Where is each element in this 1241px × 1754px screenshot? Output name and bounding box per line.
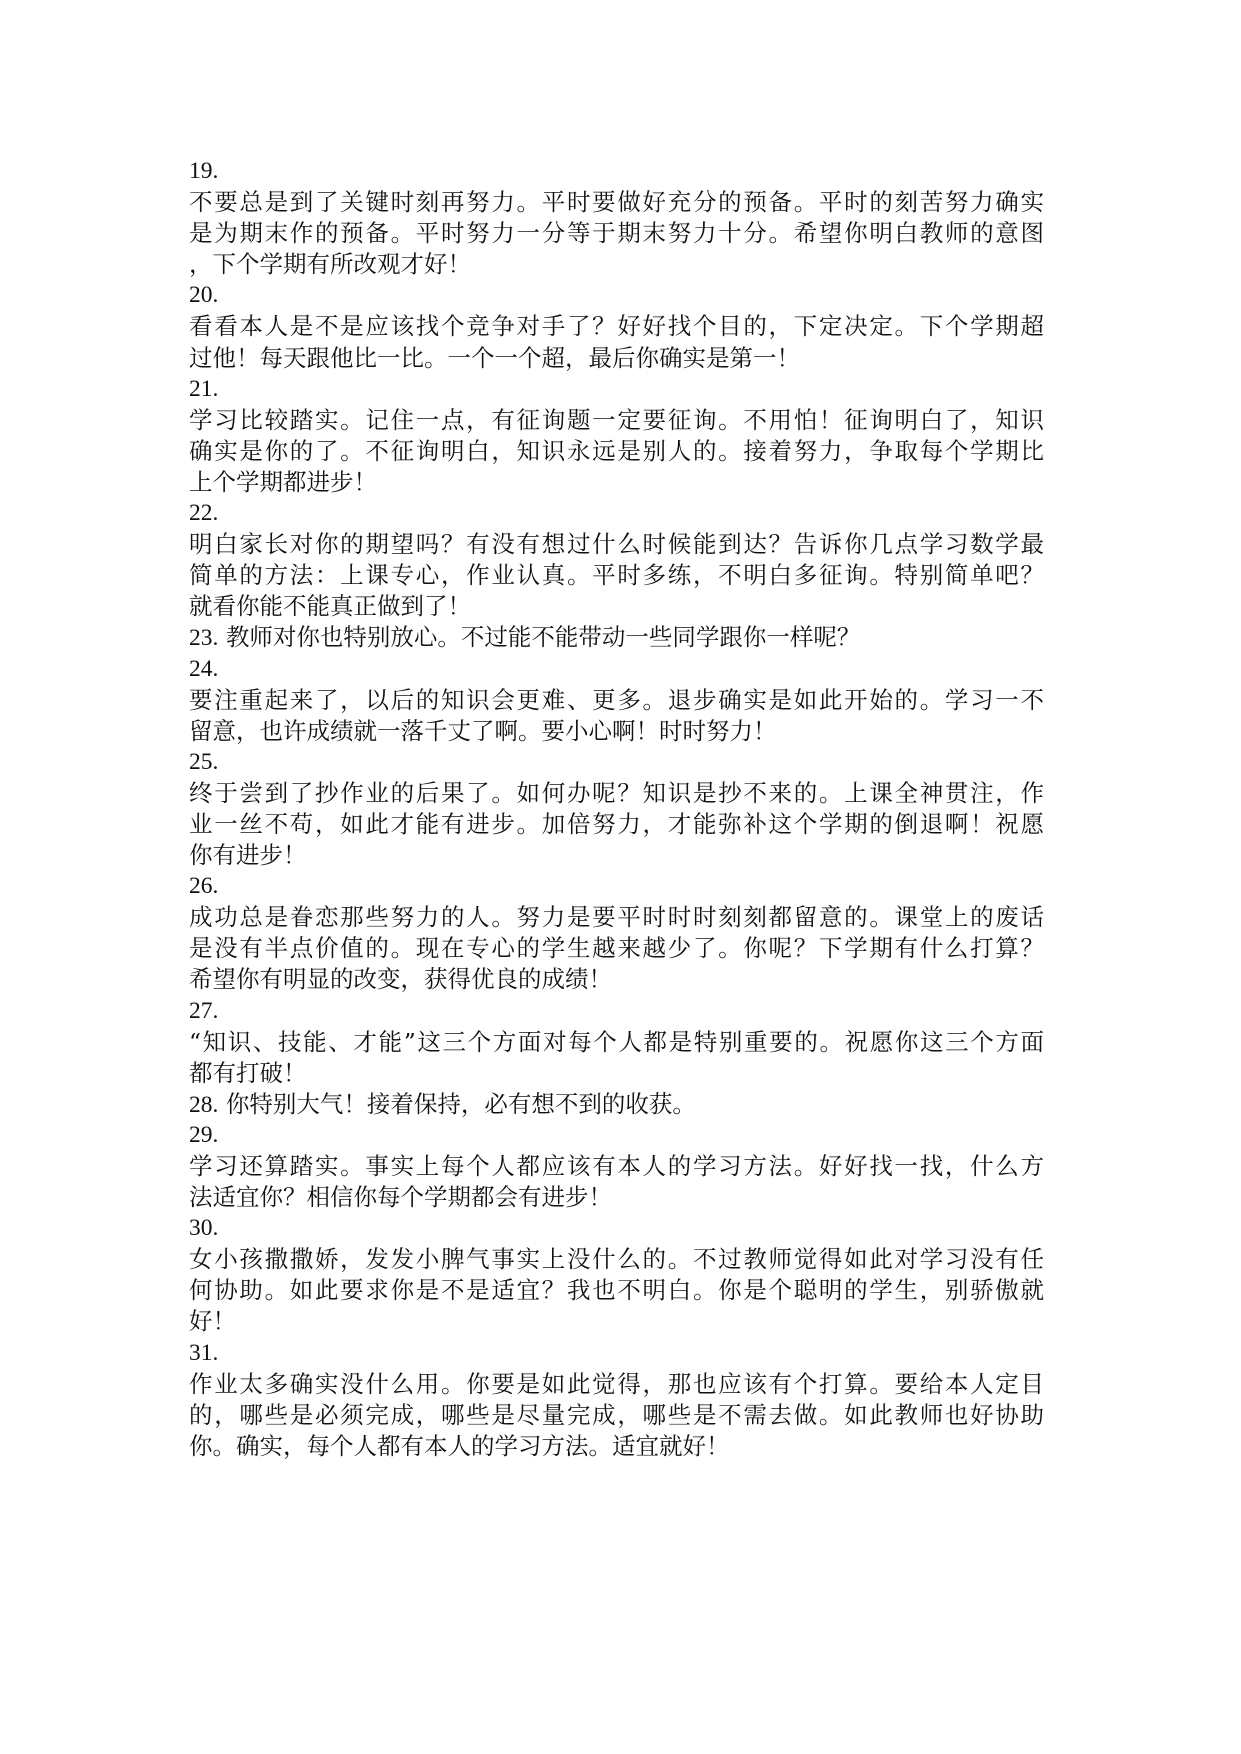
comment-line: 学习还算踏实。事实上每个人都应该有本人的学习方法。好好找一找，什么方 (189, 1152, 1044, 1180)
comment-28 (189, 1089, 1044, 1120)
comment-line: 你有进步！ (189, 841, 307, 870)
item-number: 22. (189, 500, 219, 527)
item-number: 27. (189, 997, 219, 1024)
item-number: 23. (189, 625, 219, 652)
comment-text: 你特别大气！接着保持，必有想不到的收获。 (225, 1089, 696, 1118)
comment-line: 好！ (189, 1307, 236, 1336)
comment-line: 法适宜你？相信你每个学期都会有进步！ (189, 1183, 612, 1212)
comment-line: 看看本人是不是应该找个竞争对手了？好好找个目的，下定决定。下个学期超 (189, 312, 1044, 341)
comment-27 (189, 996, 1044, 1089)
comment-line: 是为期末作的预备。平时努力一分等于期末努力十分。希望你明白教师的意图 (189, 219, 1044, 248)
comment-30 (189, 1213, 1044, 1337)
comment-line: 终于尝到了抄作业的后果了。如何办呢？知识是抄不来的。上课全神贯注，作 (189, 778, 1044, 807)
comment-line: 明白家长对你的期望吗？有没有想过什么时候能到达？告诉你几点学习数学最 (189, 530, 1044, 559)
comment-21 (189, 374, 1044, 498)
comment-23 (189, 622, 1044, 653)
comment-24 (189, 654, 1044, 747)
comment-line: 确实是你的了。不征询明白，知识永远是别人的。接着努力，争取每个学期比 (189, 436, 1044, 465)
item-number: 19. (189, 158, 219, 184)
comment-31 (189, 1338, 1044, 1462)
item-number: 30. (189, 1215, 219, 1242)
item-number: 21. (189, 375, 219, 402)
item-number: 29. (189, 1121, 219, 1148)
comment-line: 过他！每天跟他比一比。一个一个超，最后你确实是第一！ (189, 343, 800, 372)
comment-line: 的，哪些是必须完成，哪些是尽量完成，哪些是不需去做。如此教师也好协助 (189, 1400, 1044, 1429)
comment-line: 女小孩撒撒娇，发发小脾气事实上没什么的。不过教师觉得如此对学习没有任 (189, 1245, 1044, 1274)
comment-line: ，下个学期有所改观才好！ (189, 250, 471, 279)
comment-line: 业一丝不苟，如此才能有进步。加倍努力，才能弥补这个学期的倒退啊！祝愿 (189, 809, 1044, 838)
comment-line: 上个学期都进步！ (189, 467, 377, 496)
comment-line: 不要总是到了关键时刻再努力。平时要做好充分的预备。平时的刻苦努力确实 (189, 188, 1044, 217)
comment-line: 简单的方法：上课专心，作业认真。平时多练，不明白多征询。特别简单吧？ (189, 561, 1044, 590)
item-number: 28. (189, 1091, 219, 1118)
comment-line: 何协助。如此要求你是不是适宜？我也不明白。你是个聪明的学生，别骄傲就 (189, 1276, 1044, 1305)
comment-line: 希望你有明显的改变，获得优良的成绩！ (189, 965, 612, 994)
comment-line: 作业太多确实没什么用。你要是如此觉得，那也应该有个打算。要给本人定目 (189, 1369, 1044, 1398)
item-number: 31. (189, 1339, 219, 1366)
item-number: 25. (189, 748, 219, 775)
document-page (189, 156, 1044, 1462)
comment-line: 留意，也许成绩就一落千丈了啊。要小心啊！时时努力！ (189, 716, 777, 745)
comment-line: 都有打破！ (189, 1058, 307, 1087)
comment-26 (189, 871, 1044, 995)
comment-line: “知识、技能、才能”这三个方面对每个人都是特别重要的。祝愿你这三个方面 (189, 1027, 1044, 1056)
comment-line: 是没有半点价值的。现在专心的学生越来越少了。你呢？下学期有什么打算？ (189, 934, 1044, 963)
comment-line: 要注重起来了，以后的知识会更难、更多。退步确实是如此开始的。学习一不 (189, 685, 1044, 714)
comment-line (189, 1089, 1044, 1120)
comment-19 (189, 156, 1044, 280)
comment-25 (189, 747, 1044, 871)
comment-20 (189, 280, 1044, 373)
comment-line: 成功总是眷恋那些努力的人。努力是要平时时时刻刻都留意的。课堂上的废话 (189, 903, 1044, 932)
comment-text: 教师对你也特别放心。不过能不能带动一些同学跟你一样呢？ (225, 623, 861, 652)
comment-29 (189, 1120, 1044, 1213)
item-number: 20. (189, 282, 219, 309)
comment-line: 你。确实，每个人都有本人的学习方法。适宜就好！ (189, 1431, 730, 1460)
comment-line: 学习比较踏实。记住一点，有征询题一定要征询。不用怕！征询明白了，知识 (189, 405, 1044, 434)
comment-line: 就看你能不能真正做到了！ (189, 592, 471, 621)
comment-22 (189, 498, 1044, 622)
item-number: 26. (189, 873, 219, 900)
item-number: 24. (189, 655, 219, 682)
comment-line (189, 622, 1044, 653)
